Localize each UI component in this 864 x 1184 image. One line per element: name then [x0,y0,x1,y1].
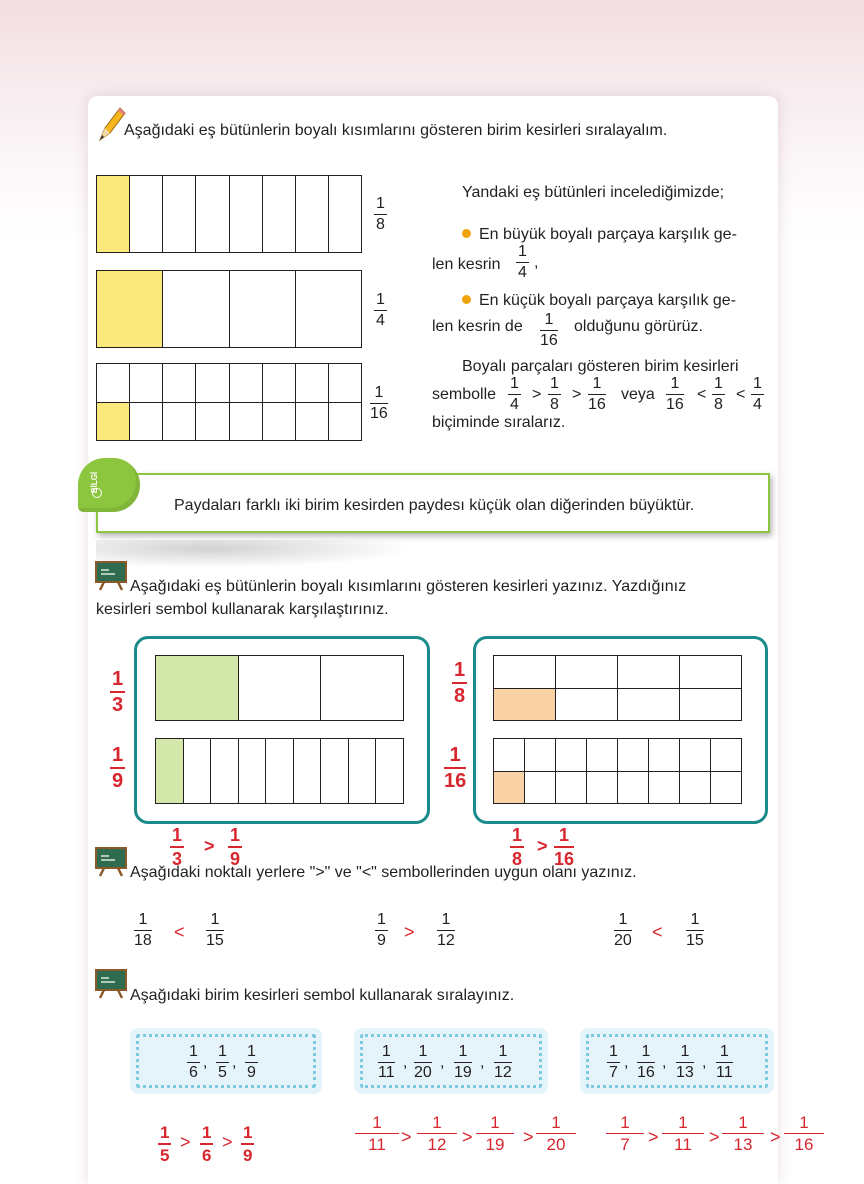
shaded-cell [97,176,130,253]
answer3-frac-4: 1 16 [784,1114,824,1153]
bullet-2-line-2b: olduğunu görürüz. [574,318,703,335]
answer2-frac-3: 1 19 [476,1114,514,1153]
order-a-op-1: > [532,386,542,403]
shaded-cell [156,656,239,721]
chalkboard-icon [95,969,127,999]
ex2-item1-b: 1 15 [206,911,224,949]
bar-eighths [96,175,362,253]
set3-frac-3: 1 13 [676,1043,694,1081]
bullet-2-line-1: En küçük boyalı parçaya karşılık ge- [462,292,736,310]
info-text: Paydaları farklı iki birim kesirden paydesı küçük olan diğerinden büyüktür. [174,497,695,514]
answer1-frac-1: 1 5 [160,1123,170,1165]
set2-frac-3: 1 19 [454,1043,472,1081]
answer3-frac-2: 1 11 [662,1114,704,1153]
bar-sixteenths-grid [493,738,742,804]
answer-left-top: 1 3 [112,668,124,716]
bullet-1-line-2: len kesrin [432,256,501,273]
answer1-frac-3: 1 9 [243,1123,253,1165]
shaded-cell [156,739,184,804]
shaded-cell [494,772,525,805]
section1-heading: Aşağıdaki eş bütünlerin boyalı kısımlarını gösteren birim kesirleri sıralayalım. [124,122,668,139]
ordering-line-3: biçiminde sıralarız. [432,414,566,431]
order-a-3: 1 16 [588,375,606,413]
exercise2-instruction: Aşağıdaki noktalı yerlere ">" ve "<" sembollerinden uygun olanı yazınız. [130,864,637,881]
answer-left-bottom: 1 9 [112,744,124,792]
ex2-item2-a: 1 9 [377,911,386,949]
info-box [96,473,770,533]
answer3-frac-1: 1 7 [606,1114,644,1153]
set3-frac-2: 1 16 [637,1043,655,1081]
set1-frac-2: 1 5 [218,1043,227,1081]
ordering-veya: veya [621,386,655,403]
ex2-item3-op: < [652,922,663,942]
set3-sep-2: , [662,1054,667,1071]
answer1-frac-2: 1 6 [202,1123,212,1165]
order-a-op-2: > [572,386,582,403]
fraction-1-16: 1 16 [370,384,388,422]
set3-frac-1: 1 7 [609,1043,618,1081]
answer-right-bottom: 1 16 [444,744,467,792]
bar-eighths-grid [493,655,742,721]
answer2-op-3: > [523,1127,534,1147]
set2-frac-4: 1 12 [494,1043,512,1081]
plus-circle-icon [92,488,102,498]
ex2-item3-b: 1 15 [686,911,704,949]
answer-right-top: 1 8 [454,659,466,707]
fraction-smallest: 1 16 [540,311,558,349]
explanation-intro: Yandaki eş bütünleri incelediğimizde; [462,184,725,201]
set2-sep-2: , [440,1054,445,1071]
bullet-2-line-2a: len kesrin de [432,318,523,335]
ex2-item2-b: 1 12 [437,911,455,949]
set1-frac-3: 1 9 [247,1043,256,1081]
answer1-op-1: > [180,1132,191,1152]
bullet-dot-icon [462,229,471,238]
exercise1-instruction-1: Aşağıdaki eş bütünlerin boyalı kısımlarını gösteren kesirleri yazınız. Yazdığınız [130,578,687,595]
ex2-item3-a: 1 20 [614,911,632,949]
bullet-1-comma: , [534,254,539,271]
answer2-frac-4: 1 20 [536,1114,576,1153]
answer2-frac-2: 1 12 [417,1114,457,1153]
fraction-largest: 1 4 [518,243,527,281]
answer3-op-1: > [648,1127,659,1147]
compare-left-b: 1 9 [230,825,241,869]
set3-sep-3: , [702,1054,707,1071]
bar-ninths [155,738,404,804]
fraction-1-4: 1 4 [376,291,385,329]
answer2-frac-1: 1 11 [355,1114,399,1153]
fraction-1-8: 1 8 [376,195,385,233]
set3-sep-1: , [624,1054,629,1071]
answer2-op-1: > [401,1127,412,1147]
exercise1-instruction-2: kesirleri sembol kullanarak karşılaştırınız. [96,601,389,618]
bar-sixteenths [96,363,362,441]
shaded-cell [494,689,556,722]
bullet-1-line-1: En büyük boyalı parçaya karşılık ge- [462,226,737,244]
bar-thirds [155,655,404,721]
info-tab-label: BİLGİ [90,471,100,494]
set1-sep-1: , [203,1054,208,1071]
order-b-op-1: < [697,386,707,403]
pencil-icon [96,104,126,144]
answer1-op-2: > [222,1132,233,1152]
set3-frac-4: 1 11 [716,1043,733,1081]
chalkboard-icon [95,847,127,877]
ex2-item2-op: > [404,922,415,942]
set2-frac-2: 1 20 [414,1043,432,1081]
set2-sep-3: , [480,1054,485,1071]
exercise3-instruction: Aşağıdaki birim kesirleri sembol kullanarak sıralayınız. [130,987,515,1004]
order-b-3: 1 4 [753,375,762,413]
compare-right-b: 1 16 [554,825,575,869]
order-a-1: 1 4 [510,375,519,413]
ordering-sembolle: sembolle [432,386,497,403]
order-b-op-2: < [736,386,746,403]
answer3-op-2: > [709,1127,720,1147]
bar-quarters [96,270,362,348]
set2-frac-1: 1 11 [378,1043,395,1081]
section-shadow-divider [96,540,416,568]
answer3-op-3: > [770,1127,781,1147]
ordering-line-1: Boyalı parçaları gösteren birim kesirleri [462,358,739,375]
ex2-item1-a: 1 18 [134,911,152,949]
bullet-dot-icon [462,295,471,304]
order-b-1: 1 16 [666,375,684,413]
chalkboard-icon [95,561,127,591]
set1-sep-2: , [232,1054,237,1071]
answer2-op-2: > [462,1127,473,1147]
compare-left-a: 1 3 [172,825,183,869]
order-b-2: 1 8 [714,375,723,413]
shaded-cell [97,403,130,442]
info-tab [78,458,140,512]
set2-sep-1: , [403,1054,408,1071]
compare-right-a: 1 8 [512,825,523,869]
set1-frac-1: 1 6 [189,1043,198,1081]
order-a-2: 1 8 [550,375,559,413]
ex2-item1-op: < [174,922,185,942]
shaded-cell [97,271,163,348]
compare-left-op: > [204,836,215,856]
answer3-frac-3: 1 13 [722,1114,764,1153]
compare-right-op: > [537,836,548,856]
